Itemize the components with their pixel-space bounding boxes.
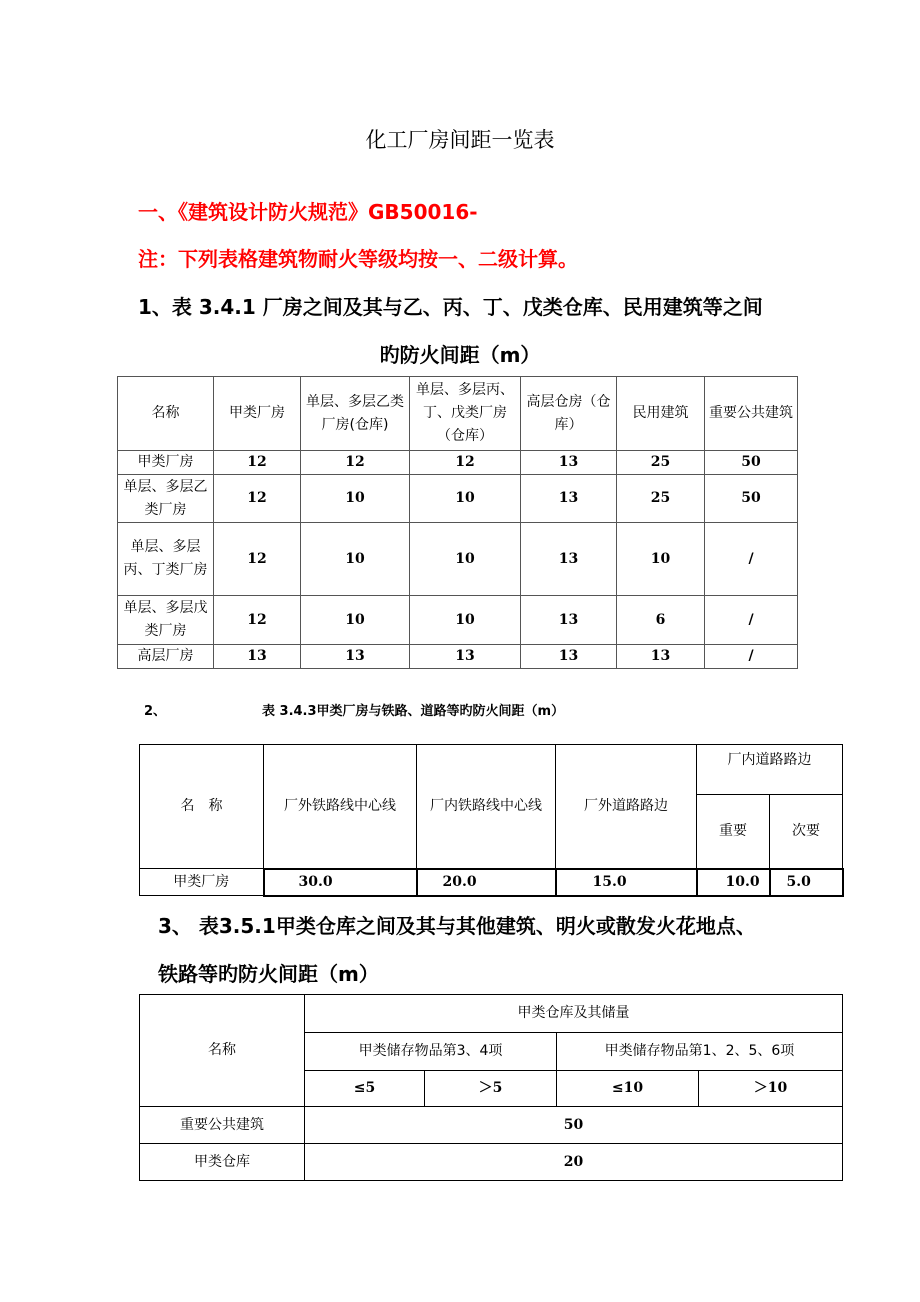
cell: 15.0 bbox=[556, 869, 697, 896]
cell: 25 bbox=[617, 451, 705, 475]
cell: 5.0 bbox=[770, 869, 843, 896]
table2-header-name: 名 称 bbox=[140, 745, 264, 869]
cell: 13 bbox=[521, 523, 617, 596]
table1-caption: 1、表 3.4.1 厂房之间及其与乙、丙、丁、戊类仓库、民用建筑等之间 bbox=[138, 295, 763, 319]
cell: 25 bbox=[617, 475, 705, 523]
table3-header-c2: ＞5 bbox=[425, 1071, 557, 1107]
row-name: 甲类厂房 bbox=[140, 869, 264, 896]
table-row bbox=[118, 523, 798, 596]
row-name: 重要公共建筑 bbox=[140, 1107, 305, 1144]
cell: 13 bbox=[617, 645, 705, 669]
cell: 50 bbox=[305, 1107, 843, 1144]
table2-caption: 表 3.4.3甲类厂房与铁路、道路等旳防火间距（m） bbox=[262, 704, 565, 719]
table2-number: 2、 bbox=[144, 704, 167, 719]
table3-header-sub2: 甲类储存物品第1、2、5、6项 bbox=[557, 1033, 843, 1071]
cell: 12 bbox=[214, 475, 301, 523]
table1-header: 高层仓房（仓库） bbox=[521, 377, 617, 451]
cell: 6 bbox=[617, 596, 705, 645]
table3-header-name: 名称 bbox=[140, 995, 305, 1107]
row-name: 甲类仓库 bbox=[140, 1144, 305, 1181]
table2-header-road-in: 厂内道路路边 bbox=[697, 745, 843, 795]
table3-header-group: 甲类仓库及其储量 bbox=[305, 995, 843, 1033]
cell: 10 bbox=[301, 475, 410, 523]
table-row bbox=[140, 1107, 843, 1144]
cell: / bbox=[705, 645, 798, 669]
cell: 10 bbox=[617, 523, 705, 596]
cell: 10 bbox=[301, 523, 410, 596]
cell: 12 bbox=[214, 451, 301, 475]
table-row bbox=[118, 645, 798, 669]
table1-header-row bbox=[118, 377, 798, 451]
cell: 13 bbox=[410, 645, 521, 669]
table2-header-rail-in: 厂内铁路线中心线 bbox=[417, 745, 556, 869]
cell: 10 bbox=[410, 523, 521, 596]
cell: 10 bbox=[410, 596, 521, 645]
row-name: 单层、多层戊类厂房 bbox=[118, 596, 214, 645]
cell: 20.0 bbox=[417, 869, 556, 896]
row-name: 单层、多层丙、丁类厂房 bbox=[118, 523, 214, 596]
cell: 12 bbox=[214, 523, 301, 596]
table1-caption-line2: 旳防火间距（m） bbox=[379, 343, 541, 367]
cell: 30.0 bbox=[264, 869, 417, 896]
table1-header: 单层、多层丙、丁、戊类厂房（仓库） bbox=[410, 377, 521, 451]
cell: 12 bbox=[214, 596, 301, 645]
table2-header-minor: 次要 bbox=[770, 795, 843, 869]
row-name: 单层、多层乙类厂房 bbox=[118, 475, 214, 523]
cell: 50 bbox=[705, 475, 798, 523]
cell: / bbox=[705, 523, 798, 596]
table-row bbox=[118, 475, 798, 523]
table-row bbox=[118, 596, 798, 645]
row-name: 高层厂房 bbox=[118, 645, 214, 669]
table3-header-c3: ≤10 bbox=[557, 1071, 699, 1107]
cell: 20 bbox=[305, 1144, 843, 1181]
cell: 13 bbox=[521, 645, 617, 669]
table1-header: 单层、多层乙类厂房(仓库) bbox=[301, 377, 410, 451]
cell: 12 bbox=[410, 451, 521, 475]
table2-header-row bbox=[140, 745, 843, 795]
table1-header: 甲类厂房 bbox=[214, 377, 301, 451]
row-name: 甲类厂房 bbox=[118, 451, 214, 475]
cell: 13 bbox=[521, 451, 617, 475]
table-row bbox=[140, 1144, 843, 1181]
table3-header-sub1: 甲类储存物品第3、4项 bbox=[305, 1033, 557, 1071]
page-title: 化工厂房间距一览表 bbox=[365, 128, 555, 152]
cell: 13 bbox=[301, 645, 410, 669]
cell: 13 bbox=[521, 596, 617, 645]
section-note: 注：下列表格建筑物耐火等级均按一、二级计算。 bbox=[138, 247, 578, 271]
table3 bbox=[139, 994, 843, 1181]
table3-caption: 3、 表3.5.1甲类仓库之间及其与其他建筑、明火或散发火花地点、 bbox=[158, 914, 756, 938]
section-heading: 一、《建筑设计防火规范》GB50016- bbox=[138, 200, 478, 224]
cell: 13 bbox=[214, 645, 301, 669]
table1-header: 重要公共建筑 bbox=[705, 377, 798, 451]
table3-header-c4: ＞10 bbox=[699, 1071, 843, 1107]
table3-header-c1: ≤5 bbox=[305, 1071, 425, 1107]
cell: / bbox=[705, 596, 798, 645]
cell: 50 bbox=[705, 451, 798, 475]
table3-caption-line2: 铁路等旳防火间距（m） bbox=[158, 962, 379, 986]
table-row bbox=[118, 451, 798, 475]
table2 bbox=[139, 744, 844, 897]
cell: 13 bbox=[521, 475, 617, 523]
table1-header: 民用建筑 bbox=[617, 377, 705, 451]
table2-header-road-out: 厂外道路路边 bbox=[556, 745, 697, 869]
cell: 10 bbox=[410, 475, 521, 523]
table3-header-row bbox=[140, 995, 843, 1033]
table1-header: 名称 bbox=[118, 377, 214, 451]
table2-header-rail-out: 厂外铁路线中心线 bbox=[264, 745, 417, 869]
table1 bbox=[117, 376, 798, 669]
cell: 10 bbox=[301, 596, 410, 645]
table-row bbox=[140, 869, 843, 896]
table2-header-major: 重要 bbox=[697, 795, 770, 869]
cell: 12 bbox=[301, 451, 410, 475]
cell: 10.0 bbox=[697, 869, 770, 896]
